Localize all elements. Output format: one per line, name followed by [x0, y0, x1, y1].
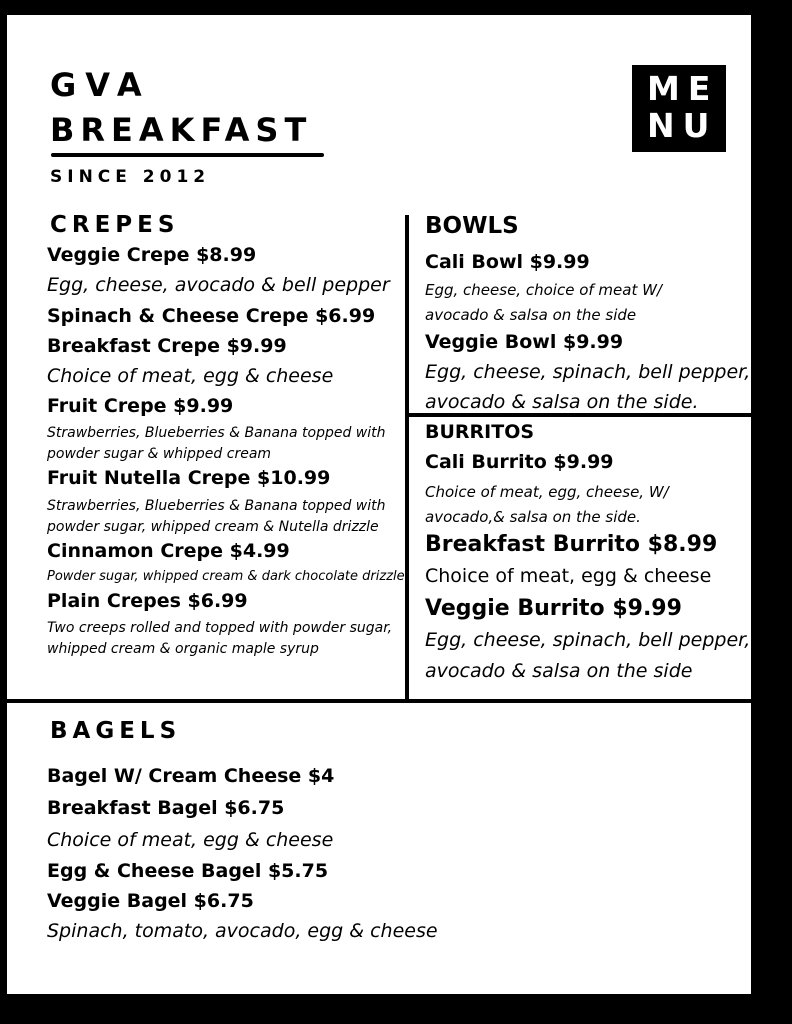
- brand-underline: [51, 153, 324, 157]
- menu-item-desc: Powder sugar, whipped cream & dark chocolate drizzle: [47, 569, 405, 584]
- menu-item-desc: Strawberries, Blueberries & Banana topped with: [47, 425, 386, 441]
- menu-item-desc: Egg, cheese, avocado & bell pepper: [47, 274, 390, 296]
- menu-item-desc: powder sugar & whipped cream: [47, 446, 272, 462]
- menu-item-desc: avocado & salsa on the side.: [425, 391, 699, 413]
- menu-item-name: Veggie Bagel $6.75: [47, 890, 254, 912]
- bowls-heading: BOWLS: [425, 213, 519, 239]
- menu-sheet: [7, 15, 751, 994]
- menu-item-name: Fruit Crepe $9.99: [47, 395, 234, 417]
- menu-item-desc: avocado & salsa on the side: [425, 306, 637, 324]
- menu-item-desc: avocado,& salsa on the side.: [425, 508, 641, 526]
- menu-item-desc: Spinach, tomato, avocado, egg & cheese: [47, 920, 438, 942]
- menu-item-desc: Choice of meat, egg, cheese, W/: [425, 483, 669, 501]
- menu-item-name: Breakfast Bagel $6.75: [47, 797, 285, 819]
- bagels-heading: BAGELS: [50, 718, 182, 744]
- column-divider: [405, 215, 409, 699]
- menu-item-name: Egg & Cheese Bagel $5.75: [47, 860, 329, 882]
- menu-badge-line1: ME: [647, 69, 719, 108]
- menu-item-desc: avocado & salsa on the side: [425, 660, 693, 682]
- menu-item-name: Spinach & Cheese Crepe $6.99: [47, 305, 376, 327]
- bagels-divider: [0, 699, 760, 703]
- menu-item-desc: Egg, cheese, spinach, bell pepper,: [425, 629, 751, 651]
- menu-item-desc: Choice of meat, egg & cheese: [425, 565, 712, 587]
- menu-badge: [632, 65, 726, 152]
- menu-item-name: Fruit Nutella Crepe $10.99: [47, 467, 331, 489]
- menu-item-name: Cali Burrito $9.99: [425, 451, 614, 473]
- menu-item-desc: Strawberries, Blueberries & Banana topped with: [47, 498, 386, 514]
- menu-item-desc: whipped cream & organic maple syrup: [47, 641, 319, 657]
- menu-badge-line2: NU: [647, 106, 718, 145]
- menu-item-name: Breakfast Burrito $8.99: [425, 532, 718, 557]
- menu-item-desc: Egg, cheese, spinach, bell pepper,: [425, 361, 751, 383]
- menu-item-desc: Two creeps rolled and topped with powder sugar,: [47, 620, 393, 636]
- crepes-heading: CREPES: [50, 212, 180, 238]
- burritos-heading: BURRITOS: [425, 421, 535, 443]
- menu-item-desc: Choice of meat, egg & cheese: [47, 829, 334, 851]
- menu-item-name: Plain Crepes $6.99: [47, 590, 248, 612]
- since-label: SINCE 2012: [50, 167, 211, 187]
- brand-name-line2: BREAKFAST: [50, 111, 313, 149]
- menu-item-name: Breakfast Crepe $9.99: [47, 335, 287, 357]
- menu-item-desc: Choice of meat, egg & cheese: [47, 365, 334, 387]
- menu-item-name: Cali Bowl $9.99: [425, 251, 590, 273]
- menu-item-name: Veggie Crepe $8.99: [47, 244, 257, 266]
- menu-item-desc: powder sugar, whipped cream & Nutella drizzle: [47, 519, 379, 535]
- brand-name-line1: GVA: [50, 66, 151, 104]
- menu-item-name: Veggie Burrito $9.99: [425, 596, 682, 621]
- bowls-burritos-divider: [407, 413, 751, 417]
- menu-item-name: Bagel W/ Cream Cheese $4: [47, 765, 335, 787]
- menu-item-desc: Egg, cheese, choice of meat W/: [425, 281, 662, 299]
- menu-item-name: Cinnamon Crepe $4.99: [47, 540, 290, 562]
- menu-item-name: Veggie Bowl $9.99: [425, 331, 624, 353]
